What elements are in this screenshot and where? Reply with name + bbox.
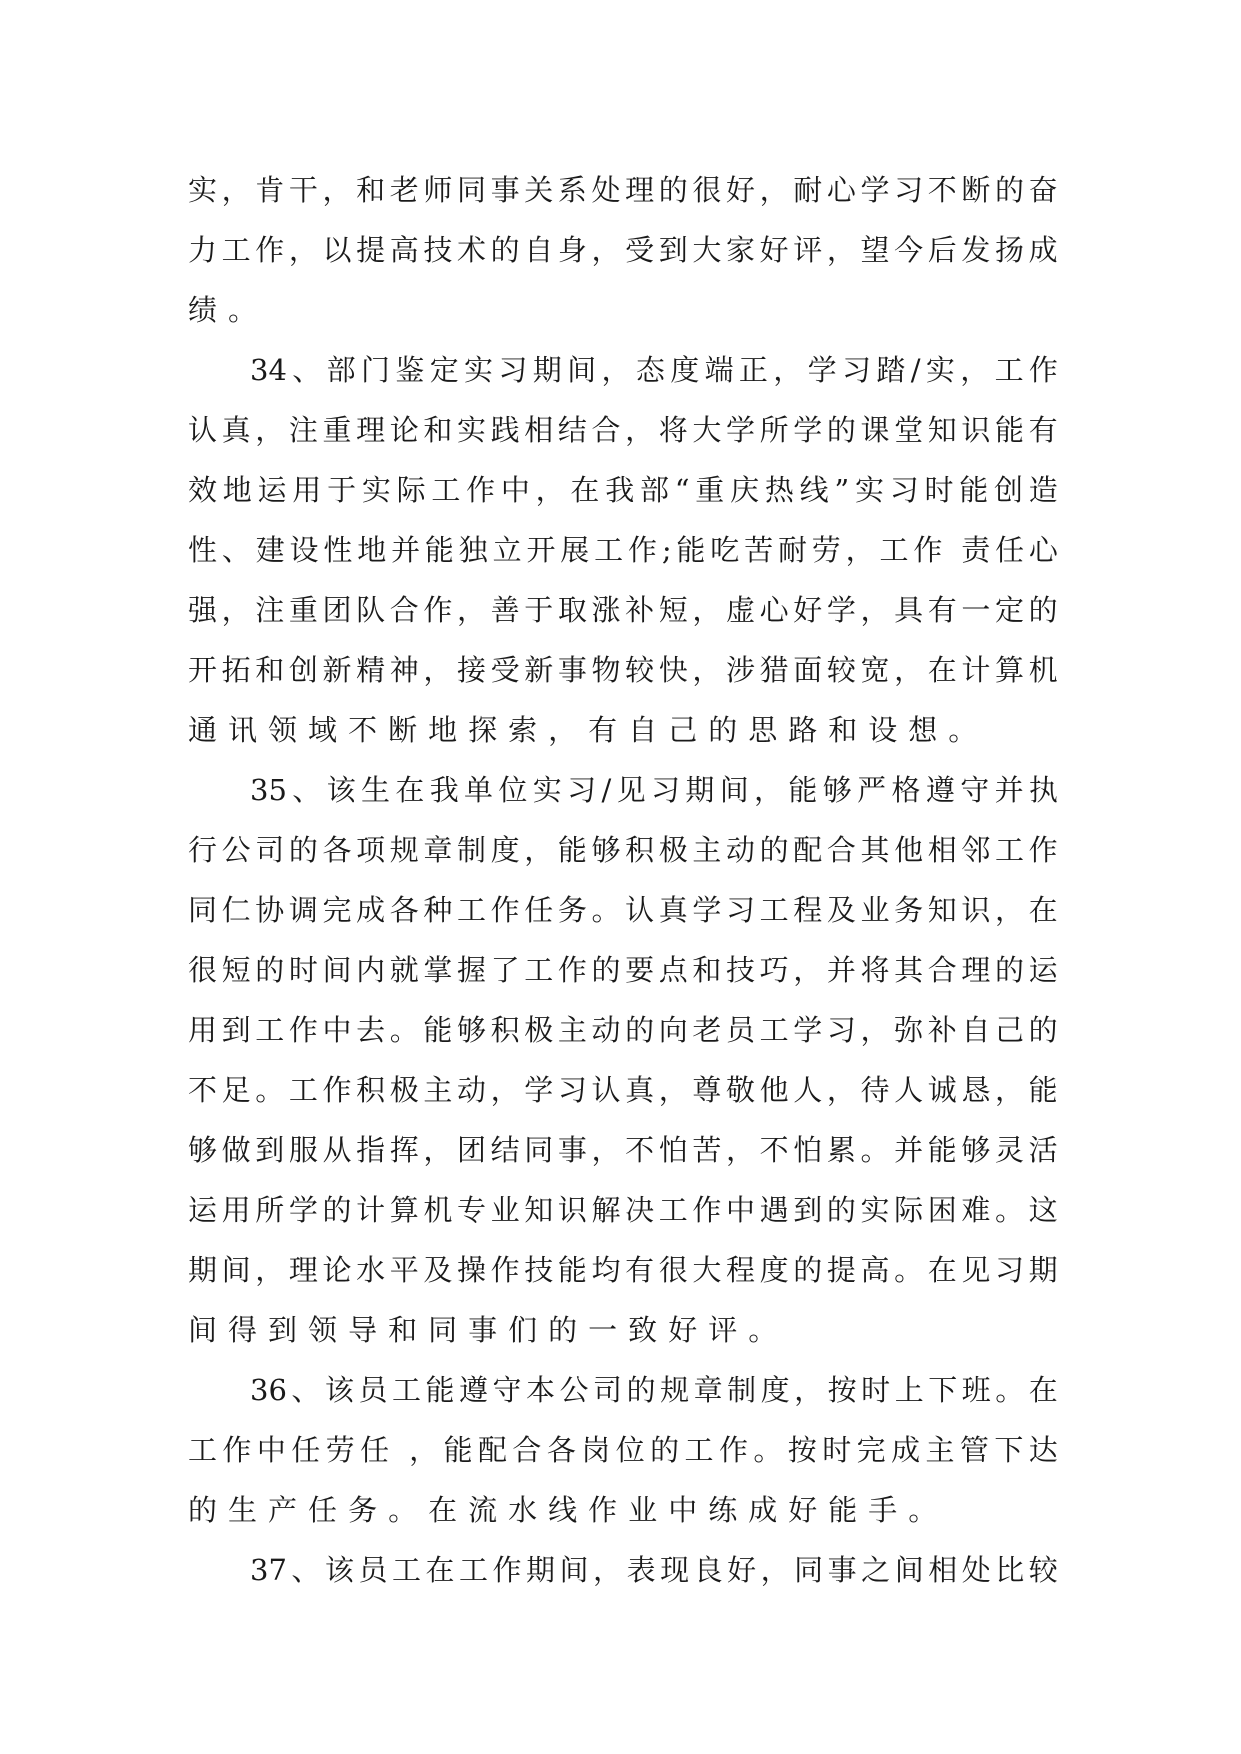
text-line: 同 仁 协 调 完 成 各 种 工 作 任 务 。 认 真 学 习 工 程 及 业 务 知 识 ， 在 [188, 893, 1058, 927]
body-text [188, 160, 1058, 1600]
text-line: 认 真 ， 注 重 理 论 和 实 践 相 结 合 ， 将 大 学 所 学 的 课 堂 知 识 能 有 [188, 413, 1058, 447]
text-line: 绩 。 [188, 293, 258, 327]
text-line: 36 、 该 员 工 能 遵 守 本 公 司 的 规 章 制 度 ， 按 时 上 下 班 。 在 [250, 1373, 1058, 1407]
text-line: 实 ， 肯 干 ， 和 老 师 同 事 关 系 处 理 的 很 好 ， 耐 心 学 习 不 断 的 奋 [188, 173, 1058, 207]
text-line: 很 短 的 时 间 内 就 掌 握 了 工 作 的 要 点 和 技 巧 ， 并 将 其 合 理 的 运 [188, 953, 1058, 987]
text-line: 力 工 作 ， 以 提 高 技 术 的 自 身 ， 受 到 大 家 好 评 ， 望 今 后 发 扬 成 [188, 233, 1058, 267]
text-line: 期 间 ， 理 论 水 平 及 操 作 技 能 均 有 很 大 程 度 的 提 高 。 在 见 习 期 [188, 1253, 1058, 1287]
text-line: 效 地 运 用 于 实 际 工 作 中 ， 在 我 部 “ 重 庆 热 线 ” 实 习 时 能 创 造 [188, 473, 1058, 507]
text-line: 开 拓 和 创 新 精 神 ， 接 受 新 事 物 较 快 ， 涉 猎 面 较 宽 ， 在 计 算 机 [188, 653, 1058, 687]
text-line: 性 、 建 设 性 地 并 能 独 立 开 展 工 作 ; 能 吃 苦 耐 劳 ， 工 作 责 任 心 [188, 533, 1058, 567]
text-line: 够 做 到 服 从 指 挥 ， 团 结 同 事 ， 不 怕 苦 ， 不 怕 累 。 并 能 够 灵 活 [188, 1133, 1058, 1167]
text-line: 37 、 该 员 工 在 工 作 期 间 ， 表 现 良 好 ， 同 事 之 间 相 处 比 较 [250, 1553, 1058, 1587]
text-line: 间 得 到 领 导 和 同 事 们 的 一 致 好 评 。 [188, 1313, 778, 1347]
text-line: 运 用 所 学 的 计 算 机 专 业 知 识 解 决 工 作 中 遇 到 的 实 际 困 难 。 这 [188, 1193, 1058, 1227]
text-line: 不 足 。 工 作 积 极 主 动 ， 学 习 认 真 ， 尊 敬 他 人 ， 待 人 诚 恳 ， 能 [188, 1073, 1058, 1107]
text-line: 35 、 该 生 在 我 单 位 实 习 / 见 习 期 间 ， 能 够 严 格 遵 守 并 执 [250, 773, 1058, 807]
text-line: 用 到 工 作 中 去 。 能 够 积 极 主 动 的 向 老 员 工 学 习 ， 弥 补 自 己 的 [188, 1013, 1058, 1047]
text-line: 行 公 司 的 各 项 规 章 制 度 ， 能 够 积 极 主 动 的 配 合 其 他 相 邻 工 作 [188, 833, 1058, 867]
text-line: 通 讯 领 域 不 断 地 探 索 ， 有 自 己 的 思 路 和 设 想 。 [188, 713, 978, 747]
text-line: 强 ， 注 重 团 队 合 作 ， 善 于 取 涨 补 短 ， 虚 心 好 学 ， 具 有 一 定 的 [188, 593, 1058, 627]
text-line: 工 作 中 任 劳 任 ， 能 配 合 各 岗 位 的 工 作 。 按 时 完 成 主 管 下 达 [188, 1433, 1058, 1467]
text-line: 的 生 产 任 务 。 在 流 水 线 作 业 中 练 成 好 能 手 。 [188, 1493, 938, 1527]
text-line: 34 、 部 门 鉴 定 实 习 期 间 ， 态 度 端 正 ， 学 习 踏 / 实 ， 工 作 [250, 353, 1058, 387]
